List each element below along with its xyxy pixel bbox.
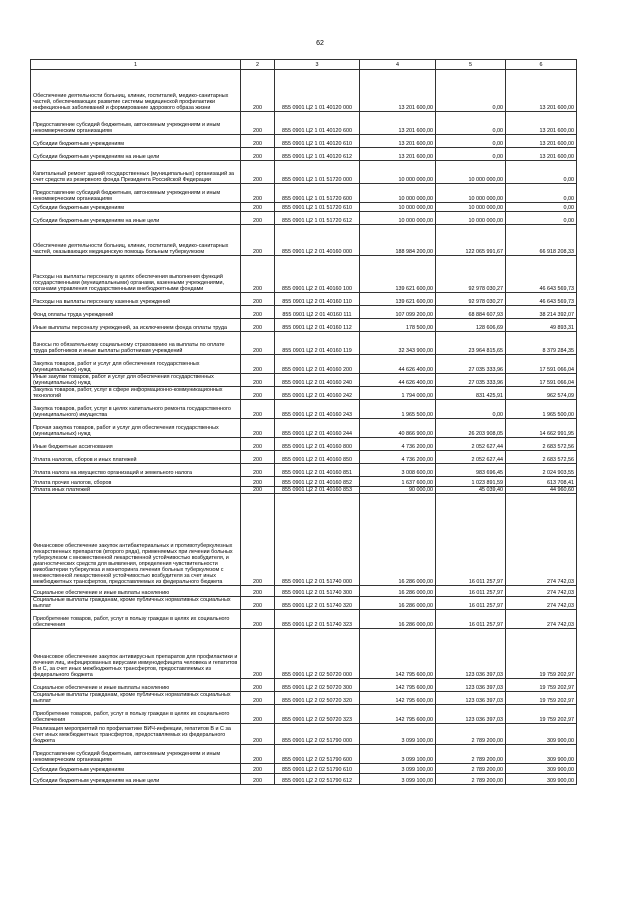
row-name: Субсидии бюджетным учреждениям на иные цели xyxy=(31,774,241,785)
value-cell: 27 035 333,96 xyxy=(436,374,506,387)
value-cell: 19 759 202,97 xyxy=(506,705,577,724)
row-name: Предоставление субсидий бюджетным, автономным учреждениям и иным некоммерческим организациям xyxy=(31,745,241,764)
code-cell: 855 0901 Ц2 2 01 40160 851 xyxy=(275,464,360,477)
code-cell: 855 0901 Ц2 1 01 51720 600 xyxy=(275,184,360,203)
value-cell: 17 591 066,04 xyxy=(506,355,577,374)
value-cell: 274 742,03 xyxy=(506,597,577,610)
grbs-cell: 200 xyxy=(241,597,275,610)
grbs-cell: 200 xyxy=(241,387,275,400)
table-row xyxy=(31,679,577,692)
budget-table xyxy=(30,59,577,785)
value-cell: 139 621 600,00 xyxy=(360,256,436,293)
row-name: Иные выплаты персоналу учреждений, за исключением фонда оплаты труда xyxy=(31,319,241,332)
row-name: Субсидии бюджетным учреждениям xyxy=(31,203,241,212)
code-cell: 855 0901 Ц2 2 01 51740 320 xyxy=(275,597,360,610)
row-name: Субсидии бюджетным учреждениям на иные цели xyxy=(31,212,241,225)
code-cell: 855 0901 Ц2 2 01 51740 323 xyxy=(275,610,360,629)
value-cell: 0,00 xyxy=(436,70,506,112)
grbs-cell: 200 xyxy=(241,629,275,679)
code-cell: 855 0901 Ц2 2 01 40160 111 xyxy=(275,306,360,319)
code-cell: 855 0901 Ц2 1 01 51720 610 xyxy=(275,203,360,212)
grbs-cell: 200 xyxy=(241,419,275,438)
code-cell: 855 0901 Ц2 2 01 40160 000 xyxy=(275,225,360,256)
value-cell: 10 000 000,00 xyxy=(436,212,506,225)
value-cell: 831 425,91 xyxy=(436,387,506,400)
grbs-cell: 200 xyxy=(241,586,275,597)
value-cell: 10 000 000,00 xyxy=(360,203,436,212)
table-row xyxy=(31,148,577,161)
value-cell: 10 000 000,00 xyxy=(360,184,436,203)
grbs-cell: 200 xyxy=(241,774,275,785)
grbs-cell: 200 xyxy=(241,724,275,745)
table-row xyxy=(31,203,577,212)
value-cell: 139 621 600,00 xyxy=(360,293,436,306)
value-cell: 0,00 xyxy=(436,135,506,148)
table-row xyxy=(31,487,577,494)
value-cell: 90 000,00 xyxy=(360,487,436,494)
grbs-cell: 200 xyxy=(241,451,275,464)
value-cell: 123 036 397,03 xyxy=(436,679,506,692)
table-row xyxy=(31,597,577,610)
value-cell: 44 626 400,00 xyxy=(360,355,436,374)
grbs-cell: 200 xyxy=(241,148,275,161)
value-cell: 274 742,03 xyxy=(506,586,577,597)
table-row xyxy=(31,629,577,679)
table-row xyxy=(31,464,577,477)
value-cell: 0,00 xyxy=(506,203,577,212)
value-cell: 0,00 xyxy=(436,400,506,419)
table-row xyxy=(31,212,577,225)
code-cell: 855 0901 Ц2 1 01 40120 610 xyxy=(275,135,360,148)
value-cell: 3 099 100,00 xyxy=(360,764,436,774)
value-cell: 13 201 600,00 xyxy=(360,135,436,148)
table-row xyxy=(31,355,577,374)
code-cell: 855 0901 Ц2 1 01 51720 612 xyxy=(275,212,360,225)
value-cell: 1 637 600,00 xyxy=(360,477,436,487)
value-cell: 92 978 030,27 xyxy=(436,256,506,293)
table-row xyxy=(31,387,577,400)
value-cell: 8 379 284,35 xyxy=(506,332,577,355)
row-name: Уплата прочих налогов, сборов xyxy=(31,477,241,487)
row-name: Обеспечение деятельности больниц, клиник, госпиталей, медико-санитарных частей, оказывающих медицинскую помощь больным туберкулезом xyxy=(31,225,241,256)
value-cell: 2 789 200,00 xyxy=(436,724,506,745)
column-header: 1 xyxy=(31,60,241,70)
table-row xyxy=(31,135,577,148)
value-cell: 92 978 030,27 xyxy=(436,293,506,306)
row-name: Иные закупки товаров, работ и услуг для обеспечения государственных (муниципальных) нужд xyxy=(31,374,241,387)
code-cell: 855 0901 Ц2 2 01 40160 100 xyxy=(275,256,360,293)
value-cell: 142 795 600,00 xyxy=(360,705,436,724)
grbs-cell: 200 xyxy=(241,203,275,212)
row-name: Субсидии бюджетным учреждениям xyxy=(31,764,241,774)
row-name: Субсидии бюджетным учреждениям xyxy=(31,135,241,148)
row-name: Расходы на выплаты персоналу в целях обеспечения выполнения функций государственными (муниципальными) органами, казенными учреждениями, органами управления государственными внебюджетными фондами xyxy=(31,256,241,293)
value-cell: 46 643 569,73 xyxy=(506,256,577,293)
code-cell: 855 0901 Ц2 2 01 40160 243 xyxy=(275,400,360,419)
table-row xyxy=(31,319,577,332)
row-name: Предоставление субсидий бюджетным, автономным учреждениям и иным некоммерческим организациям xyxy=(31,184,241,203)
value-cell: 178 500,00 xyxy=(360,319,436,332)
grbs-cell: 200 xyxy=(241,692,275,705)
row-name: Закупка товаров, работ, услуг в целях капитального ремонта государственного (муниципального) имущества xyxy=(31,400,241,419)
value-cell: 123 036 397,03 xyxy=(436,629,506,679)
value-cell: 122 065 991,67 xyxy=(436,225,506,256)
value-cell: 1 794 000,00 xyxy=(360,387,436,400)
value-cell: 10 000 000,00 xyxy=(436,203,506,212)
value-cell: 13 201 600,00 xyxy=(506,135,577,148)
value-cell: 309 900,00 xyxy=(506,724,577,745)
row-name: Обеспечение деятельности больниц, клиник, госпиталей, медико-санитарных частей, обеспечивающих развитие системы медицинской профилактики инфекционных заболеваний и формирование здорового образа жизни xyxy=(31,70,241,112)
table-row xyxy=(31,764,577,774)
column-header: 3 xyxy=(275,60,360,70)
header-row xyxy=(31,60,577,70)
row-name: Уплата иных платежей xyxy=(31,487,241,494)
row-name: Уплата налога на имущество организаций и земельного налога xyxy=(31,464,241,477)
value-cell: 13 201 600,00 xyxy=(506,70,577,112)
row-name: Иные бюджетные ассигнования xyxy=(31,438,241,451)
value-cell: 10 000 000,00 xyxy=(436,161,506,184)
grbs-cell: 200 xyxy=(241,764,275,774)
row-name: Уплата налогов, сборов и иных платежей xyxy=(31,451,241,464)
value-cell: 45 039,40 xyxy=(436,487,506,494)
value-cell: 3 099 100,00 xyxy=(360,745,436,764)
code-cell: 855 0901 Ц2 2 01 51740 300 xyxy=(275,586,360,597)
code-cell: 855 0901 Ц2 1 01 40120 600 xyxy=(275,112,360,135)
value-cell: 0,00 xyxy=(506,212,577,225)
value-cell: 16 286 000,00 xyxy=(360,586,436,597)
table-row xyxy=(31,161,577,184)
value-cell: 27 035 333,96 xyxy=(436,355,506,374)
table-row xyxy=(31,692,577,705)
value-cell: 13 201 600,00 xyxy=(506,148,577,161)
grbs-cell: 200 xyxy=(241,135,275,148)
column-header: 5 xyxy=(436,60,506,70)
value-cell: 2 052 627,44 xyxy=(436,438,506,451)
value-cell: 13 201 600,00 xyxy=(506,112,577,135)
table-row xyxy=(31,774,577,785)
value-cell: 123 036 397,03 xyxy=(436,705,506,724)
value-cell: 26 203 908,05 xyxy=(436,419,506,438)
table-row xyxy=(31,477,577,487)
grbs-cell: 200 xyxy=(241,374,275,387)
table-row xyxy=(31,419,577,438)
value-cell: 13 201 600,00 xyxy=(360,148,436,161)
row-name: Расходы на выплаты персоналу казенных учреждений xyxy=(31,293,241,306)
row-name: Капитальный ремонт зданий государственных (муниципальных) организаций за счет средств из резервного фонда Президента Российской Федерации xyxy=(31,161,241,184)
value-cell: 10 000 000,00 xyxy=(360,212,436,225)
value-cell: 19 759 202,97 xyxy=(506,629,577,679)
value-cell: 142 795 600,00 xyxy=(360,679,436,692)
value-cell: 142 795 600,00 xyxy=(360,692,436,705)
grbs-cell: 200 xyxy=(241,355,275,374)
value-cell: 0,00 xyxy=(436,112,506,135)
table-row xyxy=(31,225,577,256)
value-cell: 309 900,00 xyxy=(506,764,577,774)
table-row xyxy=(31,184,577,203)
code-cell: 855 0901 Ц2 1 01 51720 000 xyxy=(275,161,360,184)
value-cell: 128 606,69 xyxy=(436,319,506,332)
code-cell: 855 0901 Ц2 2 01 40160 800 xyxy=(275,438,360,451)
code-cell: 855 0901 Ц2 2 02 50720 000 xyxy=(275,629,360,679)
value-cell: 1 023 891,59 xyxy=(436,477,506,487)
value-cell: 2 789 200,00 xyxy=(436,774,506,785)
grbs-cell: 200 xyxy=(241,112,275,135)
value-cell: 46 643 569,73 xyxy=(506,293,577,306)
code-cell: 855 0901 Ц2 2 01 40160 112 xyxy=(275,319,360,332)
grbs-cell: 200 xyxy=(241,438,275,451)
row-name: Взносы по обязательному социальному страхованию на выплаты по оплате труда работников и иные выплаты работникам учреждений xyxy=(31,332,241,355)
value-cell: 16 011 257,97 xyxy=(436,586,506,597)
code-cell: 855 0901 Ц2 1 01 40120 000 xyxy=(275,70,360,112)
grbs-cell: 200 xyxy=(241,306,275,319)
grbs-cell: 200 xyxy=(241,225,275,256)
grbs-cell: 200 xyxy=(241,679,275,692)
value-cell: 309 900,00 xyxy=(506,745,577,764)
value-cell: 142 795 600,00 xyxy=(360,629,436,679)
grbs-cell: 200 xyxy=(241,161,275,184)
page-number: 62 xyxy=(316,40,324,47)
code-cell: 855 0901 Ц2 2 01 40160 110 xyxy=(275,293,360,306)
value-cell: 4 736 200,00 xyxy=(360,438,436,451)
value-cell: 188 984 200,00 xyxy=(360,225,436,256)
code-cell: 855 0901 Ц2 2 01 40160 240 xyxy=(275,374,360,387)
value-cell: 2 789 200,00 xyxy=(436,745,506,764)
code-cell: 855 0901 Ц2 1 01 40120 612 xyxy=(275,148,360,161)
column-header: 2 xyxy=(241,60,275,70)
table-row xyxy=(31,586,577,597)
value-cell: 40 866 900,00 xyxy=(360,419,436,438)
value-cell: 68 884 607,93 xyxy=(436,306,506,319)
value-cell: 107 099 200,00 xyxy=(360,306,436,319)
value-cell: 13 201 600,00 xyxy=(360,112,436,135)
value-cell: 13 201 600,00 xyxy=(360,70,436,112)
grbs-cell: 200 xyxy=(241,610,275,629)
table-row xyxy=(31,256,577,293)
value-cell: 32 343 900,00 xyxy=(360,332,436,355)
value-cell: 2 683 572,56 xyxy=(506,451,577,464)
code-cell: 855 0901 Ц2 2 01 40160 850 xyxy=(275,451,360,464)
row-name: Приобретение товаров, работ, услуг в пользу граждан в целях их социального обеспечения xyxy=(31,705,241,724)
value-cell: 16 286 000,00 xyxy=(360,494,436,586)
table-row xyxy=(31,610,577,629)
value-cell: 274 742,03 xyxy=(506,610,577,629)
code-cell: 855 0901 Ц2 2 02 51790 600 xyxy=(275,745,360,764)
value-cell: 49 893,31 xyxy=(506,319,577,332)
grbs-cell: 200 xyxy=(241,70,275,112)
value-cell: 0,00 xyxy=(506,184,577,203)
row-name: Финансовое обеспечение закупок антивирусных препаратов для профилактики и лечения лиц, инфицированных вирусами иммунодефицита человека и гепатитов В и С, за счет иных межбюджетных трансфертов, предоставляемых из федерального бюджета xyxy=(31,629,241,679)
table-row xyxy=(31,332,577,355)
row-name: Социальные выплаты гражданам, кроме публичных нормативных социальных выплат xyxy=(31,692,241,705)
row-name: Социальное обеспечение и иные выплаты населению xyxy=(31,586,241,597)
value-cell: 2 052 627,44 xyxy=(436,451,506,464)
value-cell: 0,00 xyxy=(506,161,577,184)
table-row xyxy=(31,438,577,451)
grbs-cell: 200 xyxy=(241,477,275,487)
value-cell: 1 965 500,00 xyxy=(360,400,436,419)
value-cell: 10 000 000,00 xyxy=(360,161,436,184)
value-cell: 19 759 202,97 xyxy=(506,692,577,705)
value-cell: 16 011 257,97 xyxy=(436,597,506,610)
table-row xyxy=(31,70,577,112)
value-cell: 123 036 397,03 xyxy=(436,692,506,705)
value-cell: 44 626 400,00 xyxy=(360,374,436,387)
code-cell: 855 0901 Ц2 2 02 51790 612 xyxy=(275,774,360,785)
row-name: Субсидии бюджетным учреждениям на иные цели xyxy=(31,148,241,161)
value-cell: 309 900,00 xyxy=(506,774,577,785)
value-cell: 23 964 815,65 xyxy=(436,332,506,355)
table-row xyxy=(31,494,577,586)
column-header: 6 xyxy=(506,60,577,70)
value-cell: 16 011 257,97 xyxy=(436,494,506,586)
value-cell: 3 099 100,00 xyxy=(360,724,436,745)
grbs-cell: 200 xyxy=(241,293,275,306)
row-name: Финансовое обеспечение закупок антибактериальных и противотуберкулезных лекарственных препаратов (второго ряда), применяемых при лечении больных туберкулезом с множественной лекарственной устойчивостью возбудителя, и диагностических средств для выявления, определения чувствительности микобактерии туберкулеза и мониторинга лечения больных туберкулезом с множественной лекарственной устойчивостью возбудителя за счет иных межбюджетных трансфертов, предоставляемых из федерального бюджета xyxy=(31,494,241,586)
value-cell: 10 000 000,00 xyxy=(436,184,506,203)
code-cell: 855 0901 Ц2 2 02 51790 610 xyxy=(275,764,360,774)
code-cell: 855 0901 Ц2 2 01 40160 852 xyxy=(275,477,360,487)
code-cell: 855 0901 Ц2 2 02 50720 323 xyxy=(275,705,360,724)
table-row xyxy=(31,306,577,319)
row-name: Закупка товаров, работ, услуг в сфере информационно-коммуникационных технологий xyxy=(31,387,241,400)
value-cell: 44 960,60 xyxy=(506,487,577,494)
grbs-cell: 200 xyxy=(241,400,275,419)
value-cell: 2 683 572,56 xyxy=(506,438,577,451)
value-cell: 19 759 202,97 xyxy=(506,679,577,692)
table-row xyxy=(31,451,577,464)
grbs-cell: 200 xyxy=(241,464,275,477)
row-name: Приобретение товаров, работ, услуг в пользу граждан в целях их социального обеспечения xyxy=(31,610,241,629)
value-cell: 962 574,09 xyxy=(506,387,577,400)
row-name: Закупка товаров, работ и услуг для обеспечения государственных (муниципальных) нужд xyxy=(31,355,241,374)
value-cell: 2 024 903,55 xyxy=(506,464,577,477)
row-name: Предоставление субсидий бюджетным, автономным учреждениям и иным некоммерческим организациям xyxy=(31,112,241,135)
value-cell: 3 099 100,00 xyxy=(360,774,436,785)
code-cell: 855 0901 Ц2 2 01 40160 200 xyxy=(275,355,360,374)
code-cell: 855 0901 Ц2 2 02 50720 300 xyxy=(275,679,360,692)
grbs-cell: 200 xyxy=(241,332,275,355)
value-cell: 16 286 000,00 xyxy=(360,610,436,629)
table-row xyxy=(31,745,577,764)
value-cell: 2 789 200,00 xyxy=(436,764,506,774)
row-name: Социальные выплаты гражданам, кроме публичных нормативных социальных выплат xyxy=(31,597,241,610)
table-row xyxy=(31,705,577,724)
grbs-cell: 200 xyxy=(241,745,275,764)
grbs-cell: 200 xyxy=(241,184,275,203)
code-cell: 855 0901 Ц2 2 02 51790 000 xyxy=(275,724,360,745)
row-name: Социальное обеспечение и иные выплаты населению xyxy=(31,679,241,692)
value-cell: 613 708,41 xyxy=(506,477,577,487)
value-cell: 17 591 066,04 xyxy=(506,374,577,387)
value-cell: 1 965 500,00 xyxy=(506,400,577,419)
table-row xyxy=(31,724,577,745)
code-cell: 855 0901 Ц2 2 01 40160 119 xyxy=(275,332,360,355)
value-cell: 14 662 991,95 xyxy=(506,419,577,438)
code-cell: 855 0901 Ц2 2 01 40160 853 xyxy=(275,487,360,494)
table-row xyxy=(31,374,577,387)
grbs-cell: 200 xyxy=(241,319,275,332)
column-header: 4 xyxy=(360,60,436,70)
value-cell: 983 696,45 xyxy=(436,464,506,477)
row-name: Прочая закупка товаров, работ и услуг для обеспечения государственных (муниципальных) нужд xyxy=(31,419,241,438)
table-row xyxy=(31,400,577,419)
value-cell: 4 736 200,00 xyxy=(360,451,436,464)
row-name: Фонд оплаты труда учреждений xyxy=(31,306,241,319)
value-cell: 66 918 208,33 xyxy=(506,225,577,256)
table-row xyxy=(31,293,577,306)
value-cell: 16 286 000,00 xyxy=(360,597,436,610)
code-cell: 855 0901 Ц2 2 01 51740 000 xyxy=(275,494,360,586)
grbs-cell: 200 xyxy=(241,212,275,225)
value-cell: 274 742,03 xyxy=(506,494,577,586)
value-cell: 38 214 392,07 xyxy=(506,306,577,319)
code-cell: 855 0901 Ц2 2 01 40160 242 xyxy=(275,387,360,400)
value-cell: 3 008 600,00 xyxy=(360,464,436,477)
value-cell: 16 011 257,97 xyxy=(436,610,506,629)
grbs-cell: 200 xyxy=(241,256,275,293)
code-cell: 855 0901 Ц2 2 01 40160 244 xyxy=(275,419,360,438)
row-name: Реализация мероприятий по профилактике ВИЧ-инфекции, гепатитов В и С за счет иных межбюджетных трансфертов, предоставляемых из федерального бюджета xyxy=(31,724,241,745)
grbs-cell: 200 xyxy=(241,705,275,724)
value-cell: 0,00 xyxy=(436,148,506,161)
table-row xyxy=(31,112,577,135)
grbs-cell: 200 xyxy=(241,494,275,586)
grbs-cell: 200 xyxy=(241,487,275,494)
code-cell: 855 0901 Ц2 2 02 50720 320 xyxy=(275,692,360,705)
